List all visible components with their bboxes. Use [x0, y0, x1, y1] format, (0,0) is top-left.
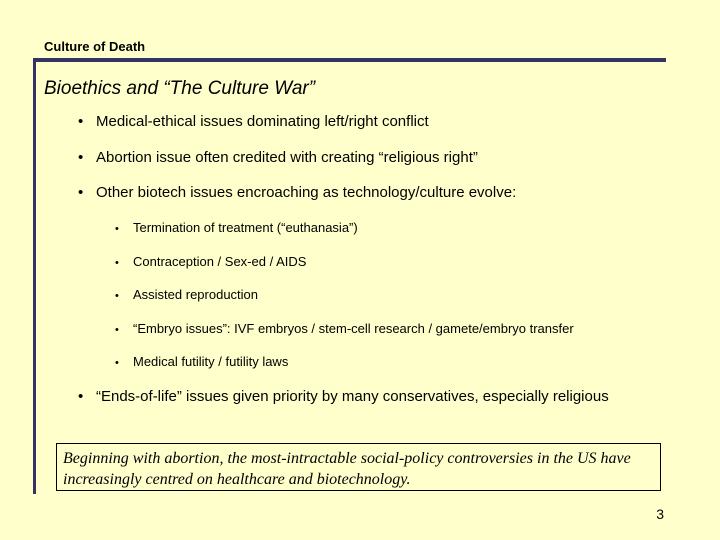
bullet-icon: •: [78, 184, 84, 201]
sub-bullet-icon: •: [115, 257, 119, 269]
bullet-text: Other biotech issues encroaching as technology/culture evolve:: [96, 184, 517, 201]
header-rule: [33, 58, 666, 62]
sub-bullet-item: [115, 254, 306, 269]
header-title: Culture of Death: [44, 39, 146, 54]
bullet-item: [78, 388, 609, 405]
slide-title: Bioethics and “The Culture War”: [44, 78, 316, 99]
sub-bullet-icon: •: [115, 357, 119, 369]
sub-bullet-item: [115, 287, 258, 302]
sub-bullet-item: [115, 220, 358, 235]
page-number: 3: [656, 506, 664, 522]
left-rule: [33, 58, 36, 494]
bullet-icon: •: [78, 113, 84, 130]
sub-bullet-text: Termination of treatment (“euthanasia”): [133, 220, 358, 235]
sub-bullet-text: Assisted reproduction: [133, 287, 259, 302]
sub-bullet-icon: •: [115, 223, 119, 235]
bullet-item: [78, 113, 429, 130]
bullet-item: [78, 184, 516, 201]
sub-bullet-text: “Embryo issues”: IVF embryos / stem-cell research / gamete/embryo transfer: [133, 321, 574, 336]
sub-bullet-item: [115, 321, 574, 336]
sub-bullet-item: [115, 354, 288, 369]
bullet-icon: •: [78, 149, 84, 166]
sub-bullet-icon: •: [115, 290, 119, 302]
bullet-text: Abortion issue often credited with creating “religious right”: [96, 149, 478, 166]
bullet-icon: •: [78, 388, 84, 405]
quote-box: [56, 443, 661, 491]
bullet-text: “Ends-of-life” issues given priority by many conservatives, especially religious: [96, 388, 609, 405]
sub-bullet-text: Contraception / Sex-ed / AIDS: [133, 254, 307, 269]
sub-bullet-text: Medical futility / futility laws: [133, 354, 289, 369]
sub-bullet-icon: •: [115, 324, 119, 336]
bullet-text: Medical-ethical issues dominating left/right conflict: [96, 113, 429, 130]
quote-text: Beginning with abortion, the most-intractable social-policy controversies in the US have increasingly centred on healthcare and biotechnology.: [63, 450, 631, 488]
bullet-item: [78, 149, 478, 166]
